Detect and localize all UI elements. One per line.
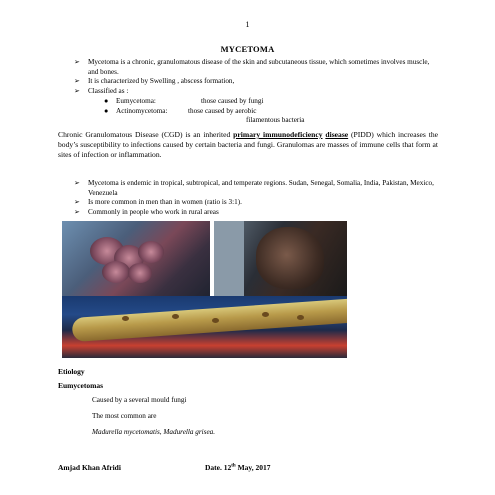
arm-lesion-photo xyxy=(62,296,347,358)
arrow-bullet-icon: ➢ xyxy=(74,86,80,95)
list-item: ➢ Is more common in men than in women (ratio is 3:1). xyxy=(74,198,242,206)
arrow-bullet-icon: ➢ xyxy=(74,207,80,216)
eumycetomas-heading: Eumycetomas xyxy=(58,381,103,390)
list-item: ➢ Classified as : xyxy=(74,86,129,95)
etiology-line: Caused by a several mould fungi xyxy=(92,396,187,404)
arrow-bullet-icon: ➢ xyxy=(74,198,80,206)
intro-bullet-list xyxy=(74,58,434,96)
arrow-bullet-icon: ➢ xyxy=(74,77,80,85)
list-item: ➢ Commonly in people who work in rural areas xyxy=(74,207,219,216)
arrow-bullet-icon: ➢ xyxy=(74,179,80,187)
primary-immunodeficiency-link[interactable]: primary immunodeficiency xyxy=(233,130,323,139)
page-number: 1 xyxy=(245,20,250,29)
list-item: ➢ It is characterized by Swelling , abscess formation, xyxy=(74,77,235,85)
dot-bullet-icon: ● xyxy=(104,107,109,115)
classification-continuation: filamentous bacteria xyxy=(246,116,305,124)
footer-author: Amjad Khan Afridi xyxy=(58,463,121,472)
species-line: Madurella mycetomatis, Madurella grisea. xyxy=(92,428,216,436)
classification-list xyxy=(104,96,263,116)
list-item: ● Eumycetoma: those caused by fungi xyxy=(104,97,264,105)
list-item: ➢ Mycetoma is endemic in tropical, subtropical, and temperate regions. Sudan, Senegal, Somalia, India, Pakistan, Mexico, Venezuela xyxy=(74,179,434,197)
epidemiology-bullet-list xyxy=(74,179,434,217)
list-item: ● Actinomycetoma: those caused by aerobic xyxy=(104,107,257,115)
footer-date: Date. 12th May, 2017 xyxy=(205,463,271,472)
cgd-paragraph: Chronic Granulomatous Disease (CGD) is an inherited primary immunodeficiency disease (PIDD) which increases the body’s susceptibility to infections caused by certain bacteria and fungi. Granulomas are masses of immune cells that form at sites of infection or inflammation. xyxy=(58,130,438,159)
foot-lesion-photo xyxy=(62,221,210,298)
document-title: MYCETOMA xyxy=(220,44,275,54)
arrow-bullet-icon: ➢ xyxy=(74,58,80,66)
dot-bullet-icon: ● xyxy=(104,97,109,105)
list-item: ➢ Mycetoma is a chronic, granulomatous disease of the skin and subcutaneous tissue, which sometimes involves muscle, and bones. xyxy=(74,58,430,76)
etiology-line: The most common are xyxy=(92,412,157,420)
head-lesion-photo xyxy=(214,221,347,298)
etiology-heading: Etiology xyxy=(58,367,85,376)
disease-link[interactable]: disease xyxy=(325,130,349,139)
